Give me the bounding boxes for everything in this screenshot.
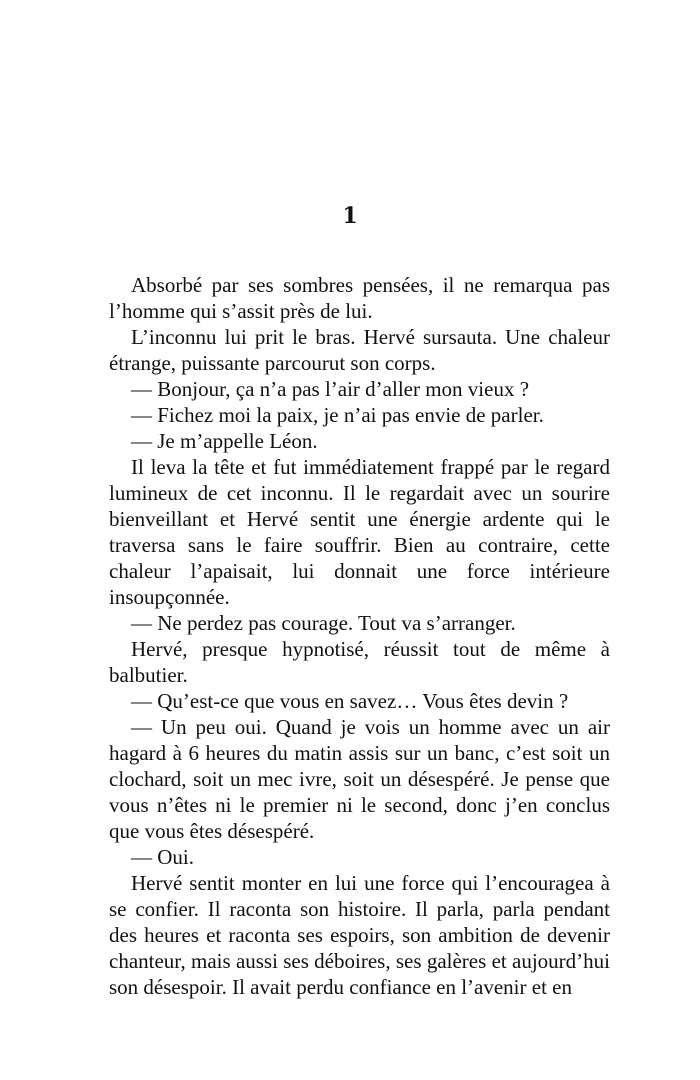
paragraph: Hervé sentit monter en lui une force qui l’encouragea à se confier. Il raconta son histoire. Il parla, parla pendant des heures et raconta ses espoirs, son ambition de devenir chanteur, mais aussi ses déboires, ses galères et aujourd’hui son désespoir. Il avait perdu confiance en l’avenir et en — [109, 871, 610, 999]
dialogue-line: — Oui. — [131, 845, 194, 869]
chapter-number: 1 — [342, 203, 358, 229]
dialogue-line: — Qu’est-ce que vous en savez… Vous êtes devin ? — [131, 689, 569, 713]
paragraph: L’inconnu lui prit le bras. Hervé sursauta. Une chaleur étrange, puissante parcourut son corps. — [109, 325, 610, 375]
paragraph: Il leva la tête et fut immédiatement frappé par le regard lumineux de cet inconnu. Il le regardait avec un sourire bienveillant et Hervé sentit une énergie ardente qui le traversa sans le faire souffrir. Bien au contraire, cette chaleur l’apaisait, lui donnait une force intérieure insoupçonnée. — [109, 455, 610, 609]
dialogue-line: — Bonjour, ça n’a pas l’air d’aller mon vieux ? — [131, 377, 530, 401]
paragraph: Hervé, presque hypnotisé, réussit tout de même à balbutier. — [109, 637, 610, 687]
chapter-text — [109, 272, 610, 1000]
dialogue-line: — Fichez moi la paix, je n’ai pas envie de parler. — [131, 403, 544, 427]
dialogue-line: — Ne perdez pas courage. Tout va s’arranger. — [131, 611, 516, 635]
paragraph: Absorbé par ses sombres pensées, il ne remarqua pas l’homme qui s’assit près de lui. — [109, 273, 610, 323]
dialogue-line: — Je m’appelle Léon. — [131, 429, 318, 453]
dialogue-line: — Un peu oui. Quand je vois un homme avec un air hagard à 6 heures du matin assis sur un banc, c’est soit un clochard, soit un mec ivre, soit un désespéré. Je pense que vous n’êtes ni le premier ni le second, donc j’en conclus que vous êtes désespéré. — [109, 715, 610, 843]
